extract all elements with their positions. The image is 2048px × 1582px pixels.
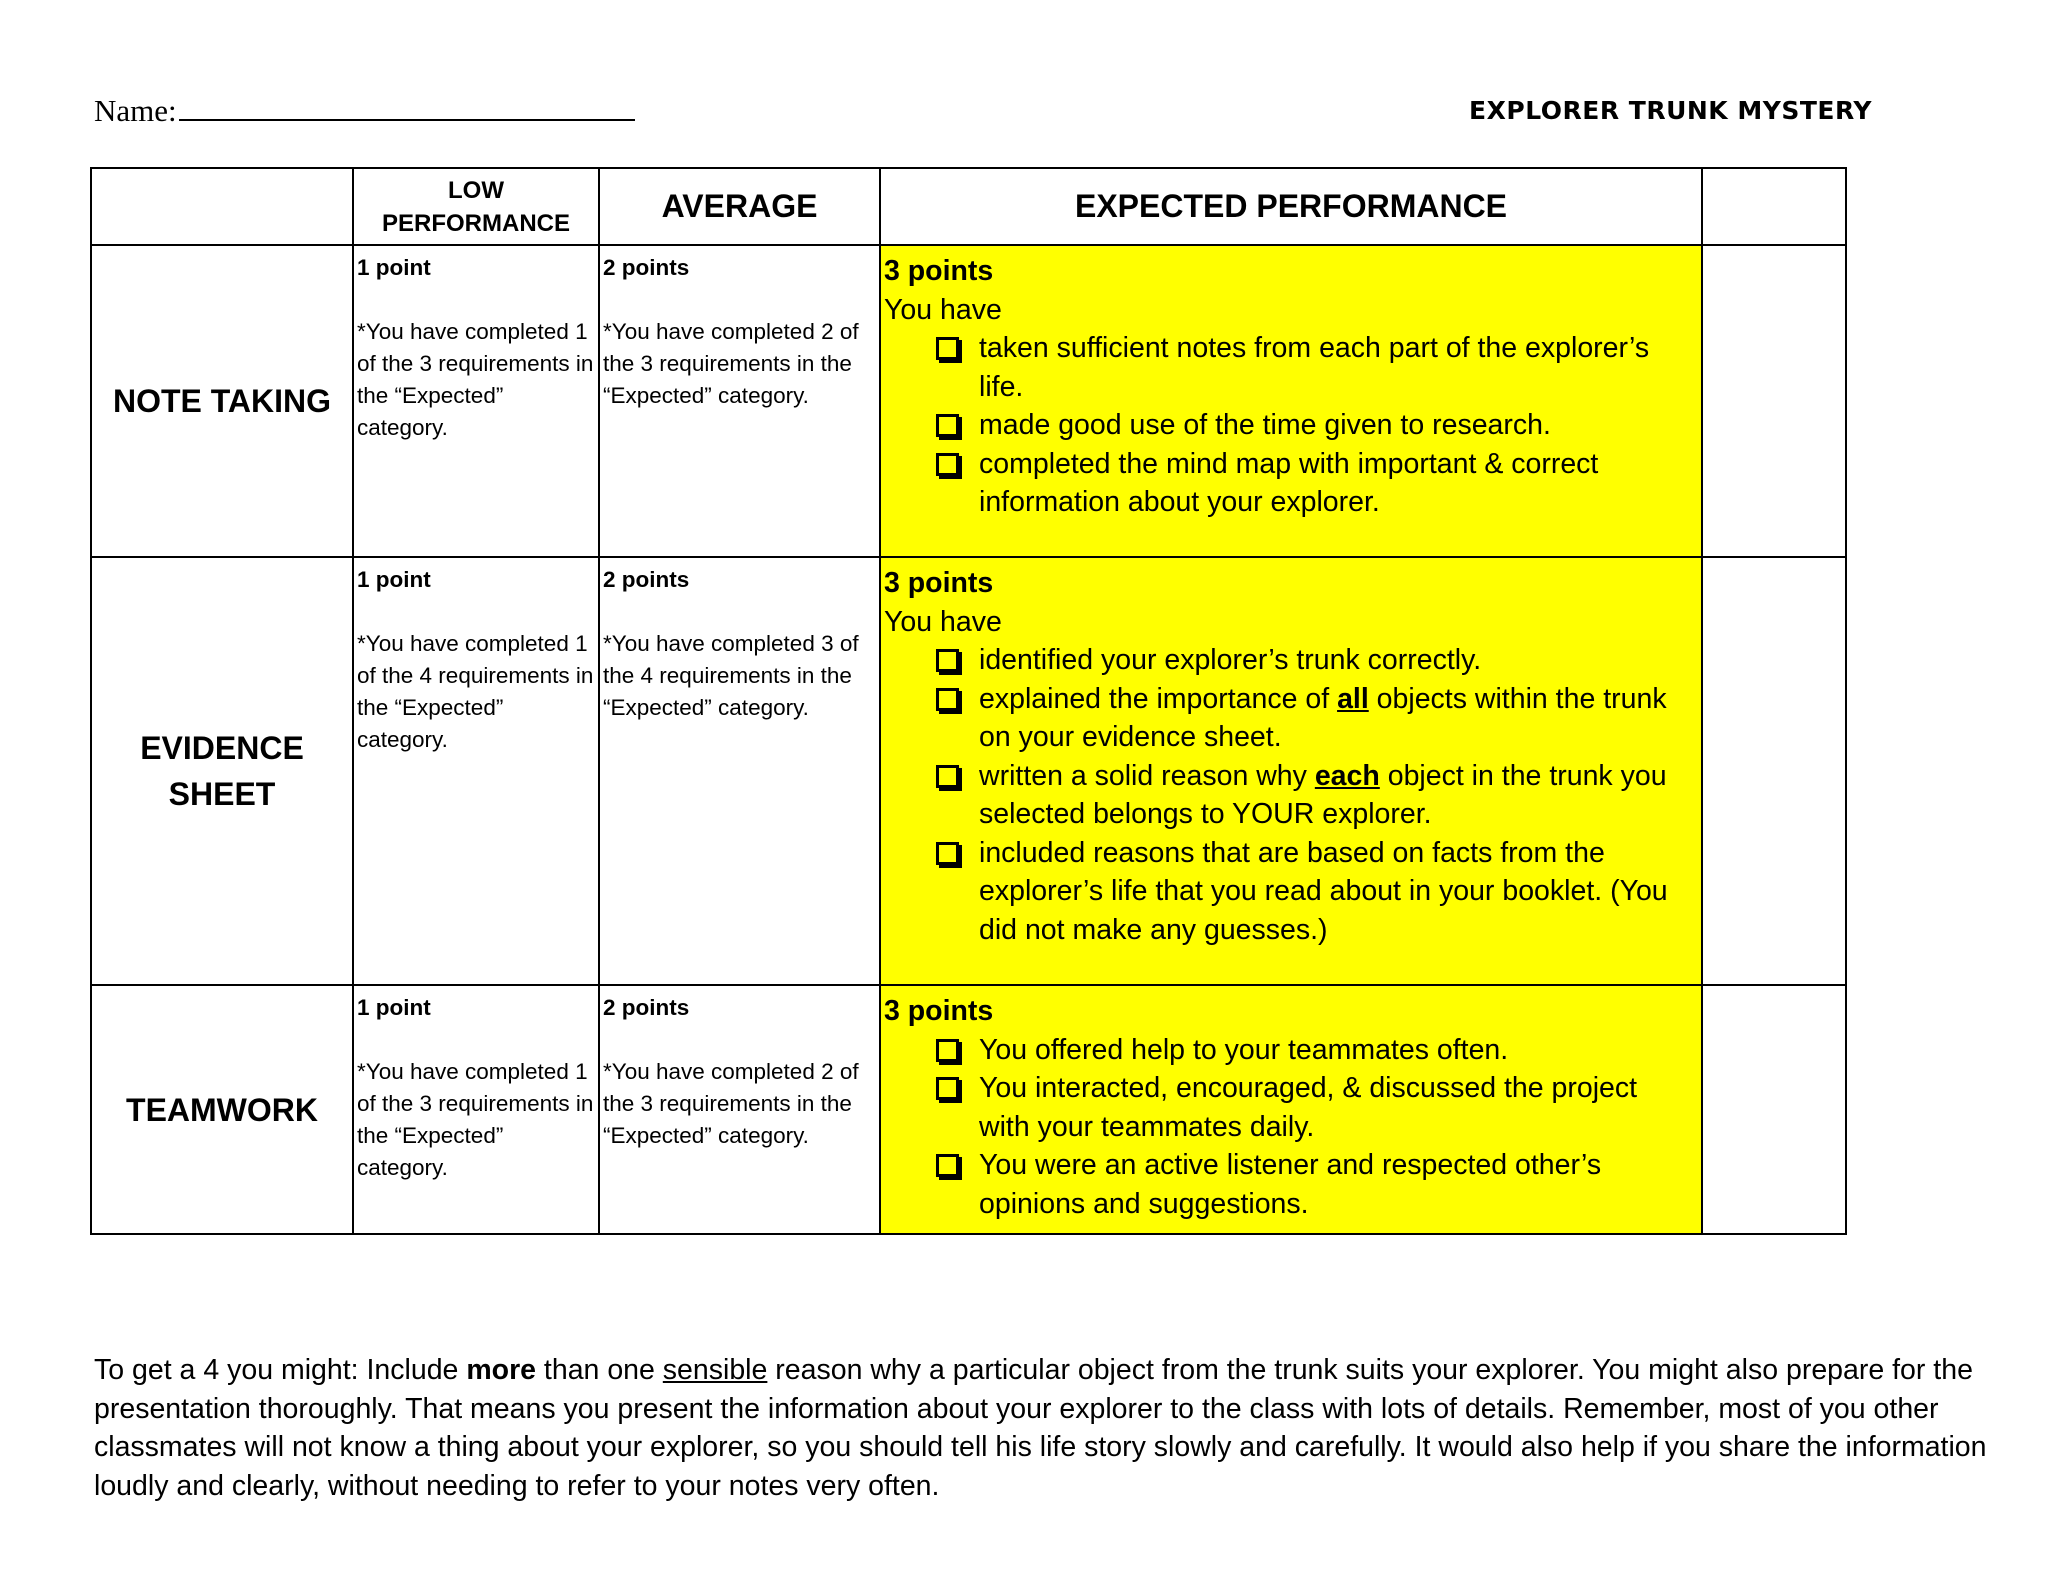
checklist-item[interactable]: You interacted, encouraged, & discussed the project with your teammates daily. bbox=[936, 1069, 1695, 1146]
points-label: 2 points bbox=[603, 255, 690, 280]
checklist bbox=[884, 1031, 1695, 1224]
points-label: 2 points bbox=[603, 567, 690, 592]
criteria-text: *You have completed 2 of the 3 requirements in the “Expected” category. bbox=[603, 1059, 859, 1148]
criteria-text: *You have completed 1 of the 4 requirements in the “Expected” category. bbox=[357, 631, 594, 752]
checklist bbox=[884, 641, 1695, 949]
name-blank-line[interactable] bbox=[179, 92, 635, 121]
criteria-text: *You have completed 1 of the 3 requirements in the “Expected” category. bbox=[357, 319, 594, 440]
average-cell bbox=[599, 985, 880, 1234]
criteria-text: *You have completed 3 of the 4 requirements in the “Expected” category. bbox=[603, 631, 859, 720]
score-cell[interactable] bbox=[1702, 557, 1846, 985]
checkbox-icon[interactable] bbox=[936, 842, 959, 865]
intro-text: You have bbox=[884, 605, 1002, 638]
header-average: AVERAGE bbox=[599, 168, 880, 245]
underlined-word: sensible bbox=[662, 1354, 768, 1386]
score-cell[interactable] bbox=[1702, 985, 1846, 1234]
header-score-cell bbox=[1702, 168, 1846, 245]
name-label: Name: bbox=[94, 93, 177, 128]
checklist-item[interactable]: completed the mind map with important & correct information about your explorer. bbox=[936, 445, 1695, 522]
checklist-item[interactable]: taken sufficient notes from each part of the explorer’s life. bbox=[936, 329, 1695, 406]
category-label: NOTE TAKING bbox=[91, 245, 353, 557]
checkbox-icon[interactable] bbox=[936, 649, 959, 672]
low-performance-cell bbox=[353, 985, 599, 1234]
average-cell bbox=[599, 245, 880, 557]
header-cell-empty bbox=[91, 168, 353, 245]
average-cell bbox=[599, 557, 880, 985]
expected-performance-cell bbox=[880, 245, 1702, 557]
criteria-text: *You have completed 1 of the 3 requirements in the “Expected” category. bbox=[357, 1059, 594, 1180]
checkbox-icon[interactable] bbox=[936, 414, 959, 437]
emphasis-word: each bbox=[1314, 759, 1380, 792]
document-title: EXPLORER TRUNK MYSTERY bbox=[1469, 96, 1872, 125]
header-expected-performance: EXPECTED PERFORMANCE bbox=[880, 168, 1702, 245]
checkbox-icon[interactable] bbox=[936, 1039, 959, 1062]
checkbox-icon[interactable] bbox=[936, 453, 959, 476]
checkbox-icon[interactable] bbox=[936, 337, 959, 360]
expected-performance-cell bbox=[880, 557, 1702, 985]
table-header-row bbox=[91, 168, 1846, 245]
emphasis-word: all bbox=[1337, 682, 1369, 715]
low-performance-cell bbox=[353, 557, 599, 985]
rubric-row-teamwork bbox=[91, 985, 1846, 1234]
checklist-item[interactable]: explained the importance of all objects within the trunk on your evidence sheet. bbox=[936, 680, 1695, 757]
footer-paragraph: To get a 4 you might: Include more than one sensible reason why a particular object from the trunk suits your explorer. You might also prepare for the presentation thoroughly. That means you present the information about your explorer to the class with lots of details. Remember, most of you other classmates will not know a thing about your explorer, so you should tell his life story slowly and carefully. It would also help if you share the information loudly and clearly, without needing to refer to your notes very often. bbox=[94, 1354, 1987, 1502]
name-field[interactable] bbox=[94, 92, 635, 129]
bold-word: more bbox=[466, 1354, 537, 1386]
points-label: 1 point bbox=[357, 567, 431, 592]
checkbox-icon[interactable] bbox=[936, 765, 959, 788]
points-label: 3 points bbox=[884, 255, 994, 287]
checkbox-icon[interactable] bbox=[936, 1154, 959, 1177]
intro-text: You have bbox=[884, 293, 1002, 326]
checklist-item[interactable]: included reasons that are based on facts from the explorer’s life that you read about in your booklet. (You did not make any guesses.) bbox=[936, 834, 1695, 950]
points-label: 2 points bbox=[603, 995, 690, 1020]
checklist-item[interactable]: written a solid reason why each object in the trunk you selected belongs to YOUR explorer. bbox=[936, 757, 1695, 834]
rubric-row-evidence-sheet bbox=[91, 557, 1846, 985]
points-label: 1 point bbox=[357, 995, 431, 1020]
low-performance-cell bbox=[353, 245, 599, 557]
criteria-text: *You have completed 2 of the 3 requirements in the “Expected” category. bbox=[603, 319, 859, 408]
expected-performance-cell bbox=[880, 985, 1702, 1234]
category-label: TEAMWORK bbox=[91, 985, 353, 1234]
rubric-table bbox=[90, 167, 1847, 1235]
header-low-performance: LOW PERFORMANCE bbox=[353, 168, 599, 245]
checklist-item[interactable]: You offered help to your teammates often. bbox=[936, 1031, 1695, 1070]
points-label: 1 point bbox=[357, 255, 431, 280]
points-label: 3 points bbox=[884, 567, 994, 599]
rubric-row-note-taking bbox=[91, 245, 1846, 557]
checkbox-icon[interactable] bbox=[936, 688, 959, 711]
checklist-item[interactable]: You were an active listener and respected other’s opinions and suggestions. bbox=[936, 1146, 1695, 1223]
points-label: 3 points bbox=[884, 995, 994, 1027]
score-cell[interactable] bbox=[1702, 245, 1846, 557]
checkbox-icon[interactable] bbox=[936, 1077, 959, 1100]
checklist-item[interactable]: identified your explorer’s trunk correctly. bbox=[936, 641, 1695, 680]
category-label: EVIDENCE SHEET bbox=[91, 557, 353, 985]
checklist bbox=[884, 329, 1695, 522]
checklist-item[interactable]: made good use of the time given to research. bbox=[936, 406, 1695, 445]
